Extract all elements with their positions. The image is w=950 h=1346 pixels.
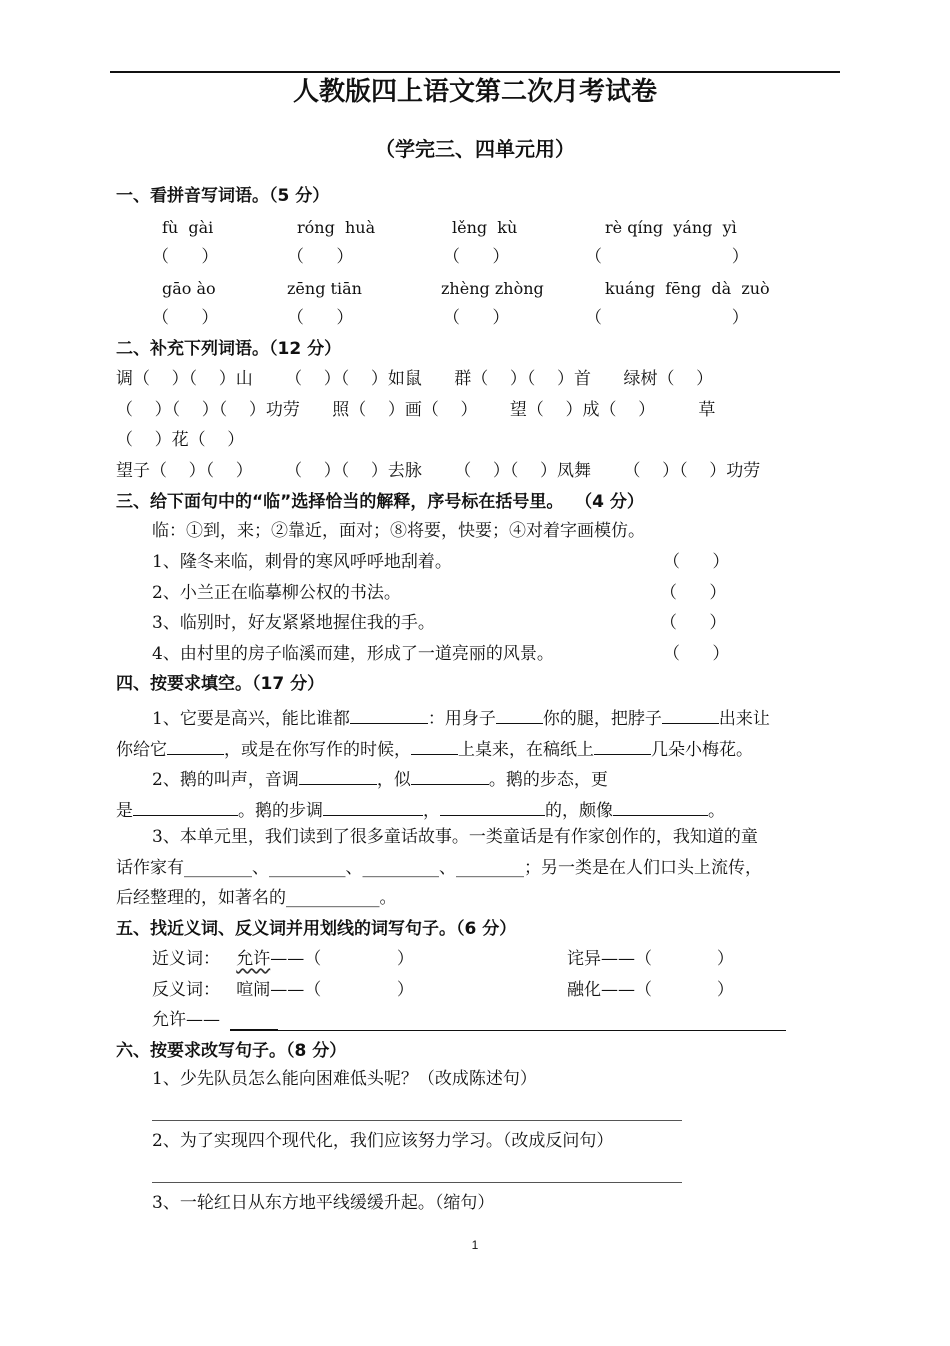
antonym-row: 反义词： 喧闹——（ ） xyxy=(152,980,414,1000)
answer-blank[interactable] xyxy=(323,799,423,816)
answer-blank[interactable] xyxy=(133,799,238,816)
header-rule xyxy=(110,71,840,73)
synonym-row-2[interactable]: 诧异——（ ） xyxy=(567,949,734,969)
answer-blank[interactable] xyxy=(440,799,545,816)
pinyin-3: lěng kù xyxy=(452,218,518,237)
question-item: 3、一轮红日从东方地平线缓缓升起。（缩句） xyxy=(152,1193,495,1213)
answer-line[interactable] xyxy=(152,1120,682,1121)
pinyin-7: zhèng zhòng xyxy=(441,279,544,298)
fill-line-4[interactable]: 望子（ ）（ ） （ ）（ ）去脉 （ ）（ ）凤舞 （ ）（ ）功劳 xyxy=(116,461,761,481)
synonym-row: 近义词： 允许——（ ） xyxy=(152,949,414,969)
answer-blank[interactable] xyxy=(662,707,719,724)
answer-paren[interactable]: （ ） xyxy=(287,308,354,328)
answer-paren[interactable]: （ ） xyxy=(443,308,510,328)
answer-line[interactable] xyxy=(152,1182,682,1183)
answer-paren[interactable]: （ ） xyxy=(660,583,727,603)
fill-sentence: 2、鹅的叫声，音调 ，似 。鹅的步态，更 xyxy=(152,770,608,790)
answer-paren-long[interactable]: （ ） xyxy=(585,308,749,328)
answer-blank[interactable] xyxy=(594,738,651,755)
answer-blank[interactable] xyxy=(496,707,543,724)
answer-blank[interactable] xyxy=(167,738,224,755)
pinyin-4: rè qíng yáng yì xyxy=(605,218,737,237)
fill-sentence: 是 。鹅的步调 ， 的，颇像 。 xyxy=(116,801,725,821)
answer-paren[interactable]: （ ） xyxy=(663,552,730,572)
sentence-prompt: 允许—— xyxy=(152,1010,220,1030)
question-item: 3、临别时，好友紧紧地握住我的手。 xyxy=(152,613,435,633)
question-item: 4、由村里的房子临溪而建，形成了一道亮丽的风景。 xyxy=(152,644,554,664)
answer-blank[interactable] xyxy=(411,768,489,785)
fill-sentence: 3、本单元里，我们读到了很多童话故事。一类童话是有作家创作的，我知道的童 xyxy=(152,827,758,847)
fill-sentence[interactable]: 后经整理的，如著名的___________。 xyxy=(116,888,397,908)
section-6-heading: 六、按要求改写句子。（8 分） xyxy=(116,1041,347,1061)
section-2-heading: 二、补充下列词语。（12 分） xyxy=(116,339,342,359)
answer-line[interactable] xyxy=(230,1030,786,1031)
question-item: 1、少先队员怎么能向困难低头呢？（改成陈述句） xyxy=(152,1069,537,1089)
fill-line-2[interactable]: （ ）（ ）（ ）功劳 照（ ）画（ ） 望（ ）成（ ） 草 xyxy=(116,400,716,420)
section-1-heading: 一、看拼音写词语。（5 分） xyxy=(116,186,330,206)
antonym-row-2[interactable]: 融化——（ ） xyxy=(567,980,734,1000)
pinyin-5: gāo ào xyxy=(162,279,216,298)
fill-sentence[interactable]: 话作家有________、_________、_________、________；另一类是在人们口头上流传， xyxy=(116,858,762,878)
page-number: 1 xyxy=(471,1238,479,1252)
answer-blank[interactable] xyxy=(299,768,377,785)
question-item: 1、隆冬来临，刺骨的寒风呼呼地刮着。 xyxy=(152,552,452,572)
fill-sentence: 你给它 ，或是在你写作的时候， 上桌来，在稿纸上 几朵小梅花。 xyxy=(116,740,753,760)
section-4-heading: 四、按要求填空。（17 分） xyxy=(116,674,325,694)
section-5-heading: 五、找近义词、反义词并用划线的词写句子。（6 分） xyxy=(116,919,517,939)
answer-blank[interactable] xyxy=(411,738,458,755)
question-item: 2、为了实现四个现代化，我们应该努力学习。（改成反问句） xyxy=(152,1131,614,1151)
fill-line-3[interactable]: （ ）花（ ） xyxy=(116,430,245,450)
pinyin-2: róng huà xyxy=(297,218,376,237)
answer-blank[interactable] xyxy=(350,707,428,724)
answer-paren[interactable]: （ ） xyxy=(663,644,730,664)
answer-paren[interactable]: （ ） xyxy=(152,247,219,267)
answer-paren[interactable]: （ ） xyxy=(443,247,510,267)
answer-paren[interactable]: （ ） xyxy=(660,613,727,633)
fill-sentence: 1、它要是高兴，能比谁都 ：用身子 你的腿，把脖子 出来让 xyxy=(152,709,770,729)
pinyin-6: zēng tiān xyxy=(287,279,362,298)
page-title: 人教版四上语文第二次月考试卷 xyxy=(292,77,657,107)
section-3-heading: 三、给下面句中的“临”选择恰当的解释，序号标在括号里。 （4 分） xyxy=(116,492,644,512)
pinyin-1: fù gài xyxy=(162,218,214,237)
fill-line-1[interactable]: 调（ ）（ ）山 （ ）（ ）如鼠 群（ ）（ ）首 绿树（ ） xyxy=(116,369,714,389)
answer-blank[interactable] xyxy=(613,799,708,816)
answer-paren[interactable]: （ ） xyxy=(287,247,354,267)
question-item: 2、小兰正在临摹柳公权的书法。 xyxy=(152,583,401,603)
pinyin-8: kuáng fēng dà zuò xyxy=(605,279,770,298)
definition-line: 临：①到，来；②靠近，面对；⑧将要，快要；④对着字画模仿。 xyxy=(152,521,645,541)
underlined-word: 允许 xyxy=(236,949,271,969)
page-subtitle: （学完三、四单元用） xyxy=(375,137,575,161)
answer-paren-long[interactable]: （ ） xyxy=(585,247,749,267)
answer-paren[interactable]: （ ） xyxy=(152,308,219,328)
